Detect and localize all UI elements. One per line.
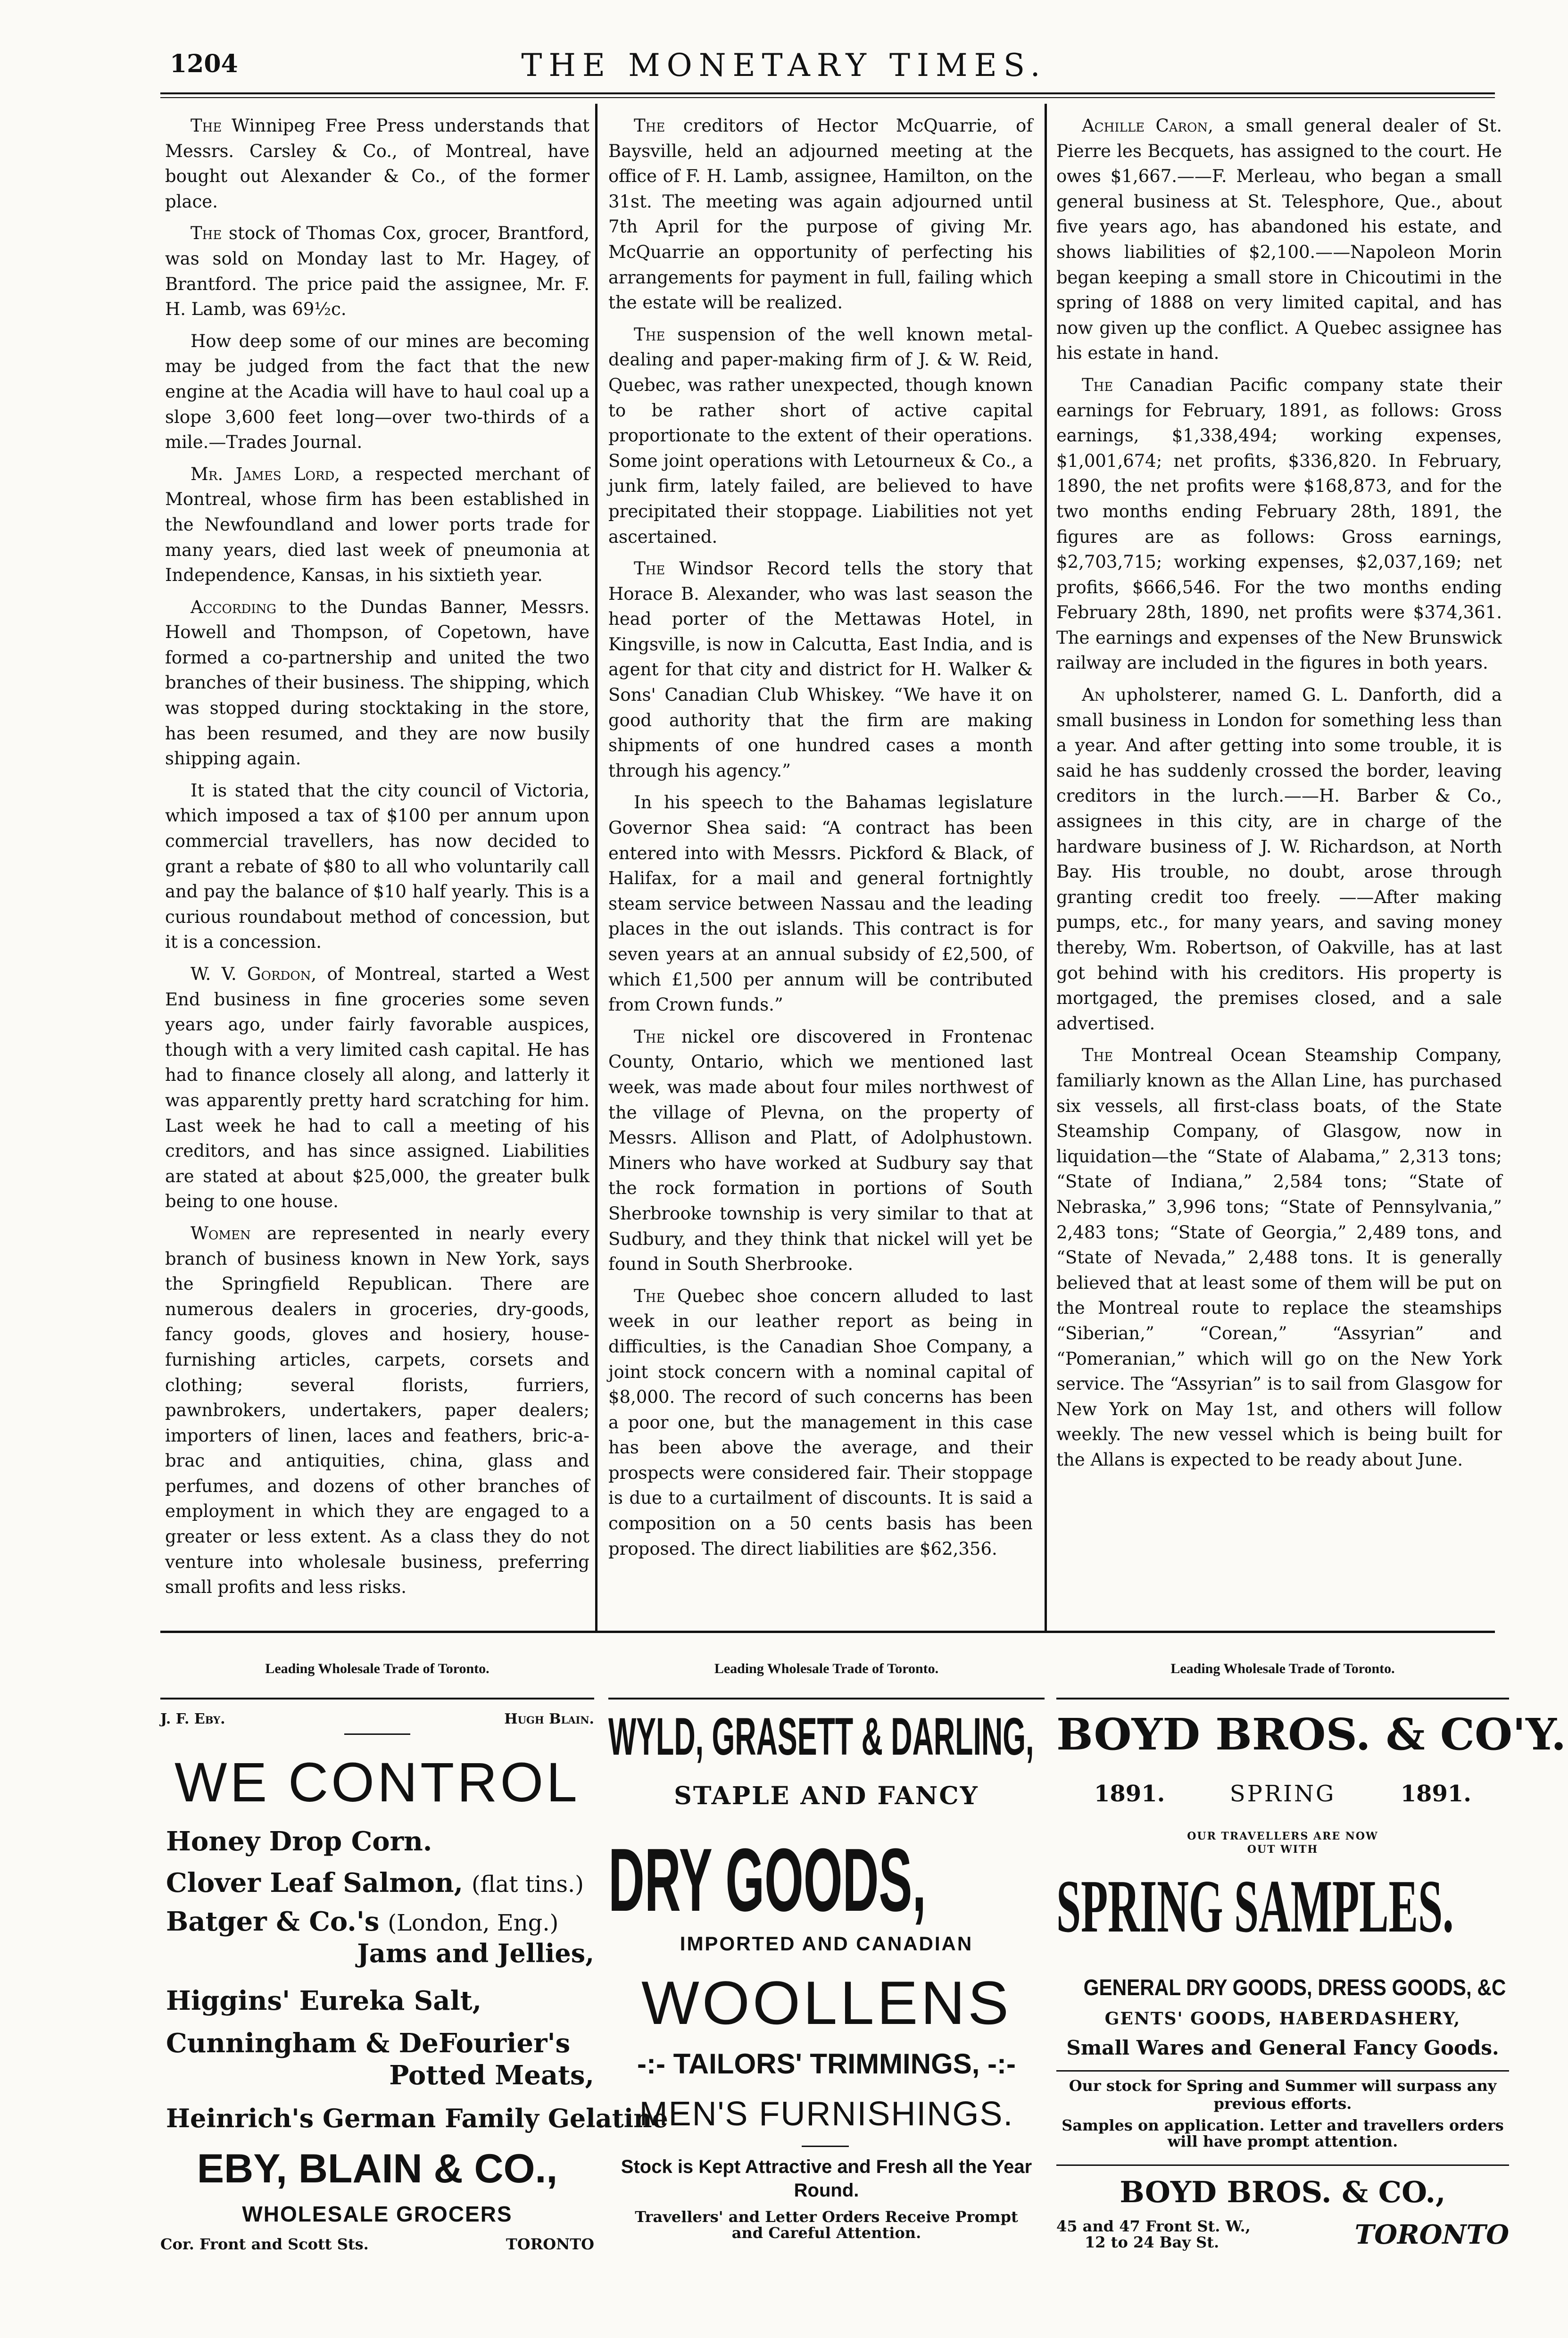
advertisement-boyd-bros	[1056, 1650, 1567, 2278]
firm-address: Cor. Front and Scott Sts.	[160, 2235, 369, 2253]
ad-subheading: GENERAL DRY GOODS, DRESS GOODS, &C	[1083, 1975, 1506, 2000]
masthead-title: THE MONETARY TIMES.	[521, 47, 1047, 83]
news-item: An upholsterer, named G. L. Danforth, did a small business in London for something less than a year. And after getting into some trouble, it is said he has suddenly crossed the border, leaving creditors in the lurch.——H. Barber & Co., assignees in this city, are in charge of the hardware business of J. W. Richardson, at North Bay. His trouble, no doubt, arose through granting credit too freely. ——After making pumps, etc., for many years, and saving money thereby, Wm. Robertson, of Oakville, has at last got behind with his creditors. His property is mortgaged, the premises closed, and a sale advertised.	[1056, 685, 1502, 1034]
ad-headline: SPRING SAMPLES.	[1056, 1864, 1454, 1948]
firm-type: WHOLESALE GROCERS	[242, 2202, 513, 2226]
column-divider-1	[595, 104, 597, 1632]
news-item: It is stated that the city council of Victoria, which imposed a tax of $100 per annum upon commercial travellers, has now decided to grant a rebate of $80 to all who voluntarily call and pay the balance of $10 half yearly. This is a curious roundabout method of concession, but it is a concession.	[165, 780, 589, 953]
product-line: Jams and Jellies,	[357, 1938, 594, 1968]
news-item: The suspension of the well known metal-dealing and paper-making firm of J. & W. Reid, Quebec, was rather unexpected, though known to be rather short of active capital proportionate to the extent of their operations. Some joint operations with Letourneux & Co., a junk firm, lately failed, are believed to have precipitated their stoppage. Liabilities not yet ascertained.	[608, 324, 1033, 547]
news-item: The nickel ore discovered in Frontenac County, Ontario, which we mentioned last week, was made about four miles northwest of the village of Plevna, on the property of Messrs. Allison and Platt, of Adolphustown. Miners who have worked at Sudbury say that the rock formation in portions of South Sherbrooke township is very similar to that at Sudbury, and they think that nickel will yet be found in South Sherbrooke.	[608, 1026, 1033, 1275]
firm-address: 12 to 24 Bay St.	[1085, 2233, 1220, 2251]
article-column-1	[165, 113, 589, 1607]
advertisement-wyld-grasett	[608, 1650, 1045, 2278]
ad-tagline: Travellers' and Letter Orders Receive Prompt and Careful Attention.	[635, 2208, 1018, 2242]
news-item: The Canadian Pacific company state their earnings for February, 1891, as follows: Gross earnings, $1,338,494; working expenses, $1,001,674; net profits, $336,820. In February, 1890, the net profits were $168,873, and for the two months ending February 28th, 1891, the figures are as follows: Gross earnings, $2,703,715; working expenses, $2,037,169; net profits, $666,546. For the two months ending February 28th, 1890, net profits were $374,361. The earnings and expenses of the New Brunswick railway are included in the figures in both years.	[1056, 374, 1502, 673]
firm-name: WYLD, GRASETT & DARLING,	[608, 1707, 1034, 1766]
news-item: W. V. Gordon, of Montreal, started a West End business in fine groceries some seven years ago, under fairly favorable auspices, though with a very limited cash capital. He has had to finance closely all along, and latterly it was apparently pretty hard scratching for him. Last week he had to call a meeting of his creditors, and has since assigned. Liabilities are stated at about $25,000, the greater bulk being to one house.	[165, 964, 589, 1212]
firm-address: 45 and 47 Front St. W.,	[1056, 2217, 1251, 2235]
news-item: The creditors of Hector McQuarrie, of Baysville, held an adjourned meeting at the office of F. H. Lamb, assignee, Hamilton, on the 31st. The meeting was again adjourned until 7th April for the purpose of giving Mr. McQuarrie an opportunity of perfecting his arrangements for payment in full, failing which the estate will be realized.	[608, 116, 1033, 313]
header-rule-thin	[160, 97, 1495, 98]
news-item: Mr. James Lord, a respected merchant of Montreal, whose firm has been established in the Newfoundland and lower ports trade for many years, died last week of pneumonia at Independence, Kansas, in his sixtieth year.	[165, 464, 589, 586]
ad-heading: Leading Wholesale Trade of Toronto.	[1170, 1661, 1395, 1676]
product-line: Batger & Co.'s (London, Eng.)	[166, 1906, 559, 1937]
ad-headline: DRY GOODS,	[608, 1830, 926, 1930]
firm-footer: BOYD BROS. & CO.,	[1120, 2175, 1446, 2209]
news-item: Achille Caron, a small general dealer of St. Pierre les Becquets, has assigned to the court. He owes $1,667.——F. Merleau, who began a small general business at St. Telesphore, Que., about five years ago, has abandoned his estate, and shows liabilities of $2,100.——Napoleon Morin began keeping a small store in Chicoutimi in the spring of 1888 on very limited capital, and has now given up the conflict. A Quebec assignee has his estate in hand.	[1056, 116, 1502, 364]
header-rule	[160, 92, 1495, 94]
travellers-note: OUR TRAVELLERS ARE NOW OUT WITH	[1187, 1830, 1378, 1856]
product-line: Clover Leaf Salmon, (flat tins.)	[166, 1867, 584, 1899]
firm-city: TORONTO	[1354, 2219, 1509, 2250]
ad-subheading: -:- TAILORS' TRIMMINGS, -:-	[637, 2048, 1016, 2080]
firm-name: EBY, BLAIN & CO.,	[197, 2146, 558, 2191]
ad-heading: Leading Wholesale Trade of Toronto.	[714, 1661, 939, 1676]
column-divider-2	[1045, 104, 1047, 1632]
ad-tagline: Our stock for Spring and Summer will surpass any previous efforts.	[1069, 2077, 1497, 2113]
news-item: Women are represented in nearly every branch of business known in New York, says the Springfield Republican. There are numerous dealers in groceries, dry-goods, fancy goods, gloves and hosiery, house-furnishing articles, carpets, corsets and clothing; several florists, furriers, pawnbrokers, undertakers, paper dealers; importers of linen, laces and feathers, bric-a-brac and antiquities, china, glass and perfumes, and dozens of other branches of employment in which they are engaged to a greater or less extent. As a class they do not venture into wholesale business, preferring small profits and less risks.	[165, 1223, 589, 1598]
product-line: Higgins' Eureka Salt,	[166, 1985, 482, 2016]
season-year: 1891.	[1400, 1781, 1471, 1807]
partner-name-right: Hugh Blain.	[504, 1711, 594, 1727]
page-number: 1204	[170, 50, 238, 78]
news-item: According to the Dundas Banner, Messrs. Howell and Thompson, of Copetown, have formed a co-partnership and united the two branches of their business. The shipping, which was stopped during stocktaking in the store, has been resumed, and they are now busily shipping again.	[165, 597, 589, 769]
news-item: How deep some of our mines are becoming may be judged from the fact that the new engine at the Acadia will have to haul coal up a slope 3,600 feet long—over two-thirds of a mile.—Trades Journal.	[165, 331, 589, 453]
firm-name: BOYD BROS. & CO'Y.	[1056, 1709, 1567, 1760]
ad-subheading: MEN'S FURNISHINGS.	[639, 2095, 1014, 2133]
advertisement-eby-blain	[160, 1650, 668, 2278]
product-line: Heinrich's German Family Gelatine	[166, 2103, 668, 2133]
product-line: Cunningham & DeFourier's	[166, 2028, 571, 2059]
news-item: The Montreal Ocean Steamship Company, familiarly known as the Allan Line, has purchased six vessels, all first-class boats, of the State Steamship Company, of Glasgow, now in liquidation—the “State of Alabama,” 2,313 tons; “State of Indiana,” 2,584 tons; “State of Nebraska,” 3,996 tons; “State of Pennsylvania,” 2,483 tons; “State of Georgia,” 2,489 tons, and “State of Nevada,” 2,488 tons. It is generally believed that at least some of them will be put on the Montreal route to replace the steamships “Siberian,” “Corean,” “Assyrian” and “Pomeranian,” which will go on the New York service. The “Assyrian” is to sail from Glasgow for New York on May 1st, and others will follow weekly. The new vessel which is being built for the Allans is expected to be ready about June.	[1056, 1045, 1502, 1470]
ad-tagline: Samples on application. Letter and travellers orders will have prompt attention.	[1062, 2116, 1504, 2150]
news-item: The Winnipeg Free Press understands that Messrs. Carsley & Co., of Montreal, have bought out Alexander & Co., of the former place.	[165, 116, 589, 212]
ad-headline: WE CONTROL	[174, 1751, 580, 1814]
season-year: 1891.	[1094, 1781, 1165, 1807]
ad-subheading: STAPLE AND FANCY	[674, 1782, 979, 1810]
article-column-2	[608, 113, 1033, 1568]
ads-top-rule	[160, 1631, 1495, 1633]
firm-city: TORONTO	[506, 2235, 594, 2253]
ad-headline: WOOLLENS	[641, 1968, 1012, 2037]
ad-subheading: Small Wares and General Fancy Goods.	[1066, 2036, 1499, 2059]
article-column-3	[1056, 113, 1502, 1479]
news-item: In his speech to the Bahamas legislature Governor Shea said: “A contract has been entered into with Messrs. Pickford & Black, of Halifax, for a mail and general fortnightly steam service between Nassau and the leading places in the out islands. This contract is for seven years at an annual subsidy of £2,500, of which £1,500 per annum will be contributed from Crown funds.”	[608, 792, 1033, 1015]
ad-heading: Leading Wholesale Trade of Toronto.	[265, 1661, 489, 1676]
news-item: The stock of Thomas Cox, grocer, Brantford, was sold on Monday last to Mr. Hagey, of Brantford. The price paid the assignee, Mr. F. H. Lamb, was 69½c.	[165, 223, 589, 320]
news-item: The Quebec shoe concern alluded to last week in our leather report as being in difficulties, is the Canadian Shoe Company, a joint stock concern with a nominal capital of $8,000. The record of such concerns has been a poor one, but the management in this case has been above the average, and their prospects were considered fair. Their stoppage is due to a curtailment of discounts. It is said a composition on a 50 cents basis has been proposed. The direct liabilities are $62,356.	[608, 1285, 1033, 1559]
ad-subheading: GENTS' GOODS, HABERDASHERY,	[1104, 2009, 1461, 2029]
product-line: Potted Meats,	[389, 2060, 594, 2091]
ad-tagline: Stock is Kept Attractive and Fresh all the Year Round.	[621, 2156, 1032, 2201]
product-line: Honey Drop Corn.	[166, 1826, 432, 1857]
season-label: SPRING	[1229, 1781, 1336, 1807]
ad-subheading: IMPORTED AND CANADIAN	[680, 1932, 973, 1955]
partner-name-left: J. F. Eby.	[160, 1711, 225, 1727]
news-item: The Windsor Record tells the story that Horace B. Alexander, who was last season the head porter of the Mettawas Hotel, in Kingsville, is now in Calcutta, East India, and is agent for that city and district for H. Walker & Sons' Canadian Club Whiskey. “We have it on good authority that the firm are making shipments of one hundred cases a month through his agency.”	[608, 558, 1033, 781]
